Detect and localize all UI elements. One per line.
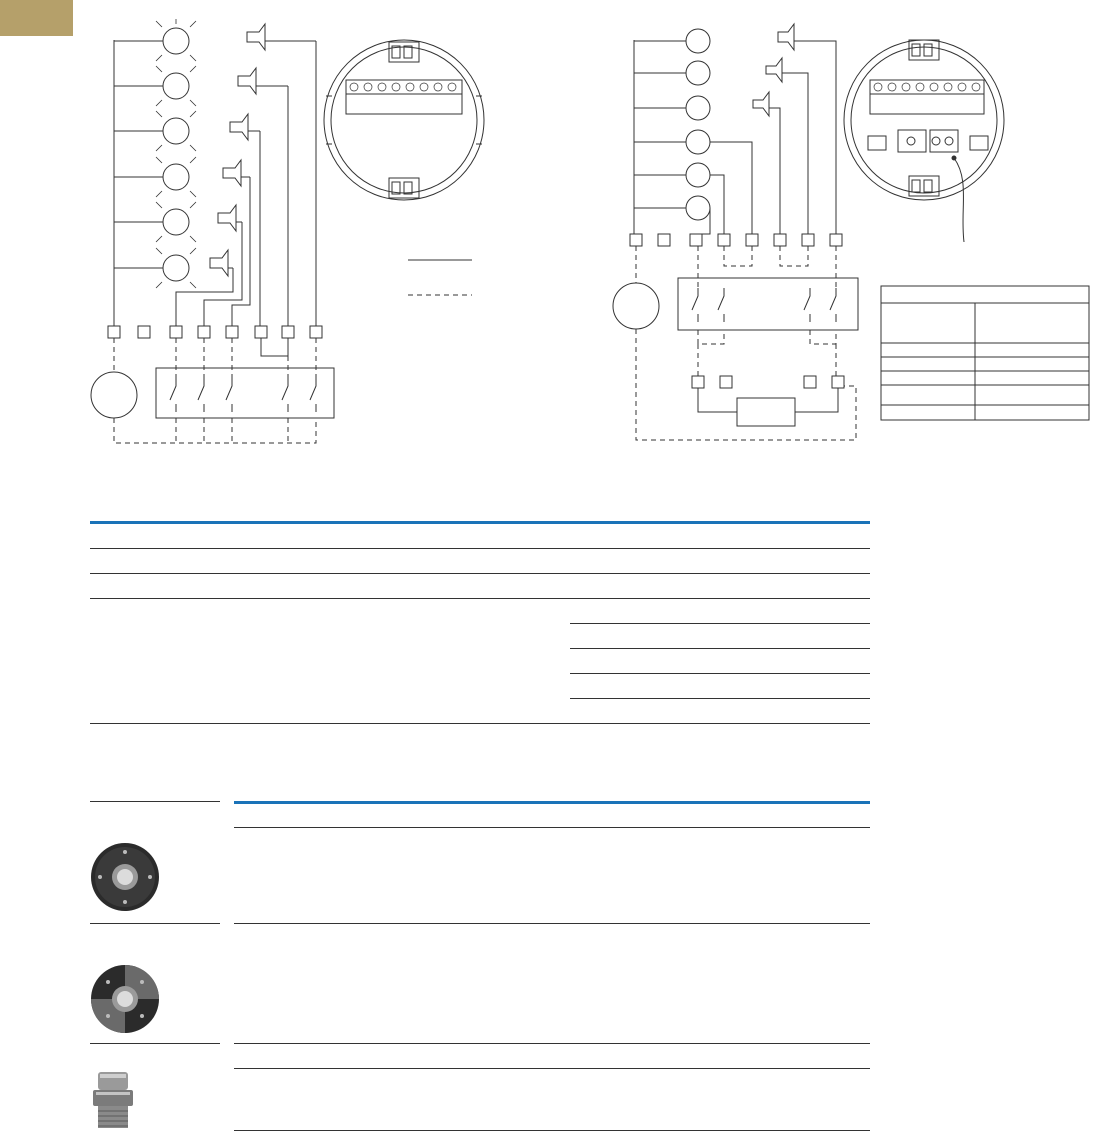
spec-table-top-rule xyxy=(90,521,870,524)
wiring-diagram-left xyxy=(80,10,500,460)
accessories-row-rule xyxy=(90,923,220,924)
terminal-housing-left xyxy=(324,40,484,200)
spec-table-row-rule xyxy=(90,573,870,574)
accessories-row-rule xyxy=(234,923,870,924)
accessories-table-top-rule xyxy=(234,801,870,804)
mounting-plate-photo xyxy=(88,840,162,914)
terminal-housing-right xyxy=(844,40,1004,242)
accessories-row-rule xyxy=(234,1130,870,1131)
horn-sounder-icon xyxy=(753,24,794,116)
spec-table-row-rule xyxy=(90,548,870,549)
adapter-plate-photo xyxy=(88,962,162,1036)
accessories-row-rule xyxy=(234,1068,870,1069)
terminal-box-icon xyxy=(630,234,842,246)
accessories-image-column-rule xyxy=(90,801,220,802)
beacon-light-icon xyxy=(114,28,189,281)
spec-table-subrow-rule xyxy=(570,623,870,624)
page-corner-tab xyxy=(0,0,73,36)
spec-table-subrow-rule xyxy=(570,673,870,674)
switch-contact-icon xyxy=(170,378,316,412)
spec-table-row-rule xyxy=(90,598,870,599)
beacon-light-icon xyxy=(634,29,710,220)
accessories-row-rule xyxy=(234,827,870,828)
terminal-box-icon xyxy=(108,326,322,338)
cable-gland-photo xyxy=(88,1070,138,1130)
spec-table-bottom-rule xyxy=(90,723,870,724)
horn-sounder-icon xyxy=(210,24,316,276)
switch-contact-icon xyxy=(692,288,836,322)
spec-table-subrow-rule xyxy=(570,648,870,649)
wiring-diagram-right xyxy=(600,10,1090,460)
terminal-legend-table xyxy=(881,286,1089,420)
accessories-row-rule xyxy=(90,1043,220,1044)
accessories-row-rule xyxy=(234,1043,870,1044)
spec-table-subrow-rule xyxy=(570,698,870,699)
